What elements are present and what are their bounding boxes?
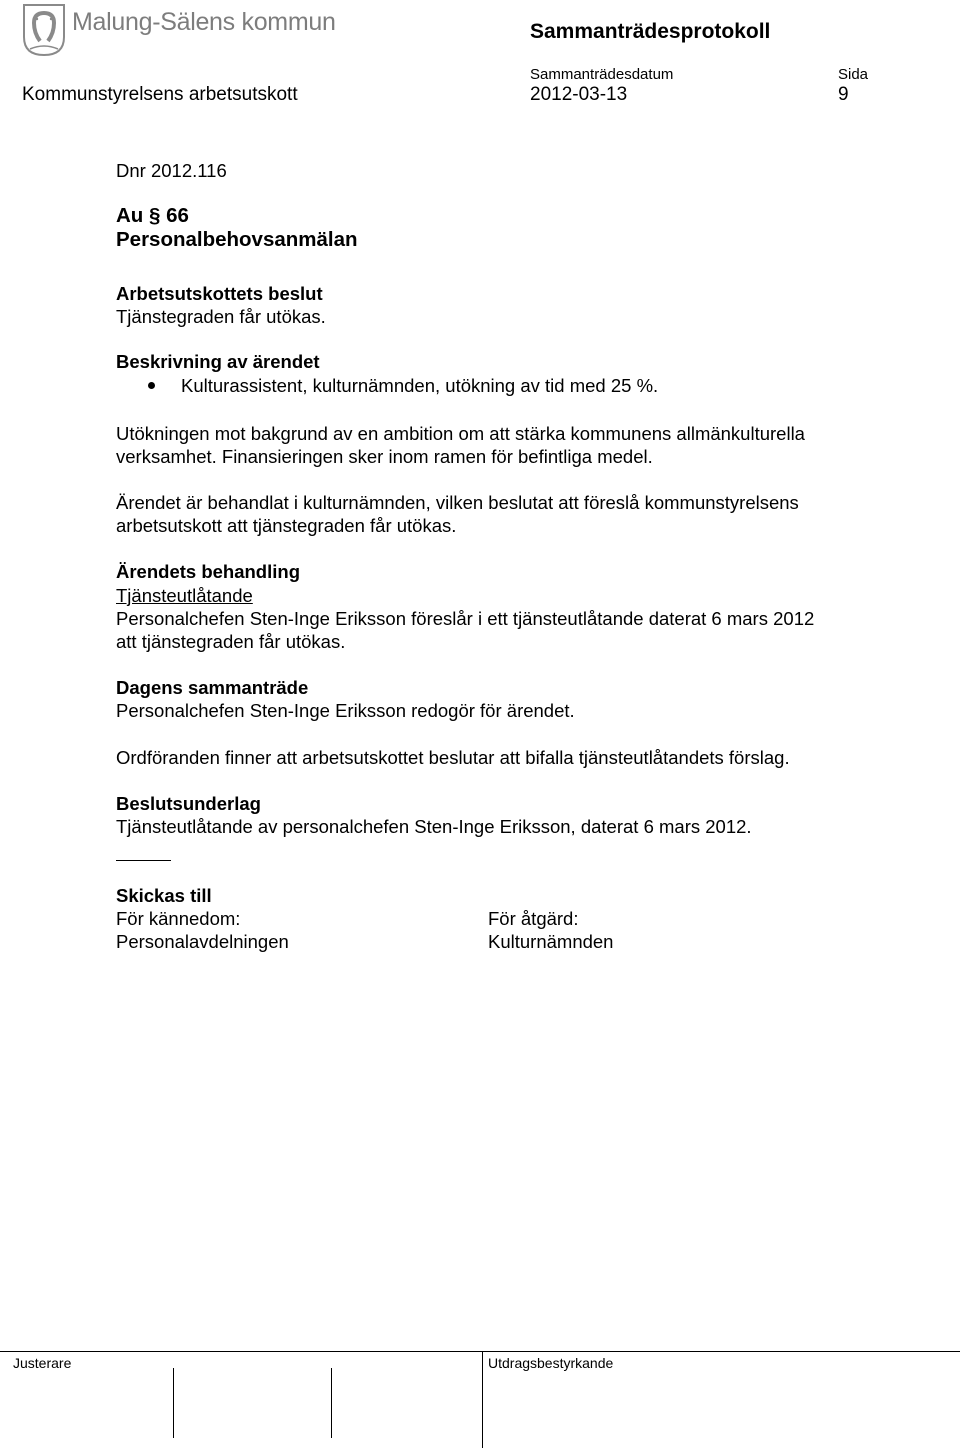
info-recipient: Personalavdelningen (116, 931, 289, 952)
handling-text-line: att tjänstegraden får utökas. (116, 631, 346, 652)
meeting-text: Personalchefen Sten-Inge Eriksson redogör för ärendet. (116, 700, 575, 721)
horseshoe-emblem-icon (22, 3, 66, 57)
signature-box-divider (331, 1368, 332, 1438)
section-divider (116, 860, 171, 861)
page-label: Sida (838, 66, 869, 83)
action-label: För åtgärd: (488, 908, 579, 929)
description-paragraph-line: arbetsutskott att tjänstegraden får utökas. (116, 515, 457, 536)
meeting-date: 2012-03-13 (530, 84, 628, 105)
info-label: För kännedom: (116, 908, 241, 929)
page-number: 9 (838, 84, 849, 105)
signature-box-divider (173, 1368, 174, 1438)
paragraph-number: Au § 66 (116, 204, 189, 227)
signature-label-adjuster: Justerare (13, 1355, 72, 1371)
meeting-heading: Dagens sammanträde (116, 677, 309, 698)
description-paragraph-line: verksamhet. Finansieringen sker inom ramen för befintliga medel. (116, 446, 653, 467)
handling-subheading: Tjänsteutlåtande (116, 585, 253, 606)
decision-heading: Arbetsutskottets beslut (116, 283, 323, 304)
description-paragraph-line: Ärendet är behandlat i kulturnämnden, vilken beslutat att föreslå kommunstyrelsens (116, 492, 799, 513)
basis-heading: Beslutsunderlag (116, 793, 261, 814)
decision-text: Tjänstegraden får utökas. (116, 306, 326, 327)
handling-heading: Ärendets behandling (116, 561, 300, 582)
committee-name: Kommunstyrelsens arbetsutskott (22, 84, 298, 105)
send-heading: Skickas till (116, 885, 212, 906)
meeting-date-label: Sammanträdesdatum (530, 66, 674, 83)
handling-text-line: Personalchefen Sten-Inge Eriksson föreslår i ett tjänsteutlåtande daterat 6 mars 2012 (116, 608, 815, 629)
description-paragraph-line: Utökningen mot bakgrund av en ambition om att stärka kommunens allmänkulturella (116, 423, 805, 444)
signature-box-divider (482, 1352, 483, 1448)
footer-top-rule (0, 1351, 960, 1352)
document-type-title: Sammanträdesprotokoll (530, 20, 771, 43)
bullet-icon (148, 382, 155, 389)
basis-text: Tjänsteutlåtande av personalchefen Sten-Inge Eriksson, daterat 6 mars 2012. (116, 816, 752, 837)
case-number: Dnr 2012.116 (116, 160, 227, 181)
action-recipient: Kulturnämnden (488, 931, 614, 952)
case-title: Personalbehovsanmälan (116, 228, 358, 251)
description-bullet-item: Kulturassistent, kulturnämnden, utökning av tid med 25 %. (181, 375, 659, 396)
organization-logo-text: Malung-Sälens kommun (72, 8, 336, 36)
description-heading: Beskrivning av ärendet (116, 351, 320, 372)
chair-text: Ordföranden finner att arbetsutskottet beslutar att bifalla tjänsteutlåtandets förslag. (116, 747, 790, 768)
signature-label-extract: Utdragsbestyrkande (488, 1355, 614, 1371)
